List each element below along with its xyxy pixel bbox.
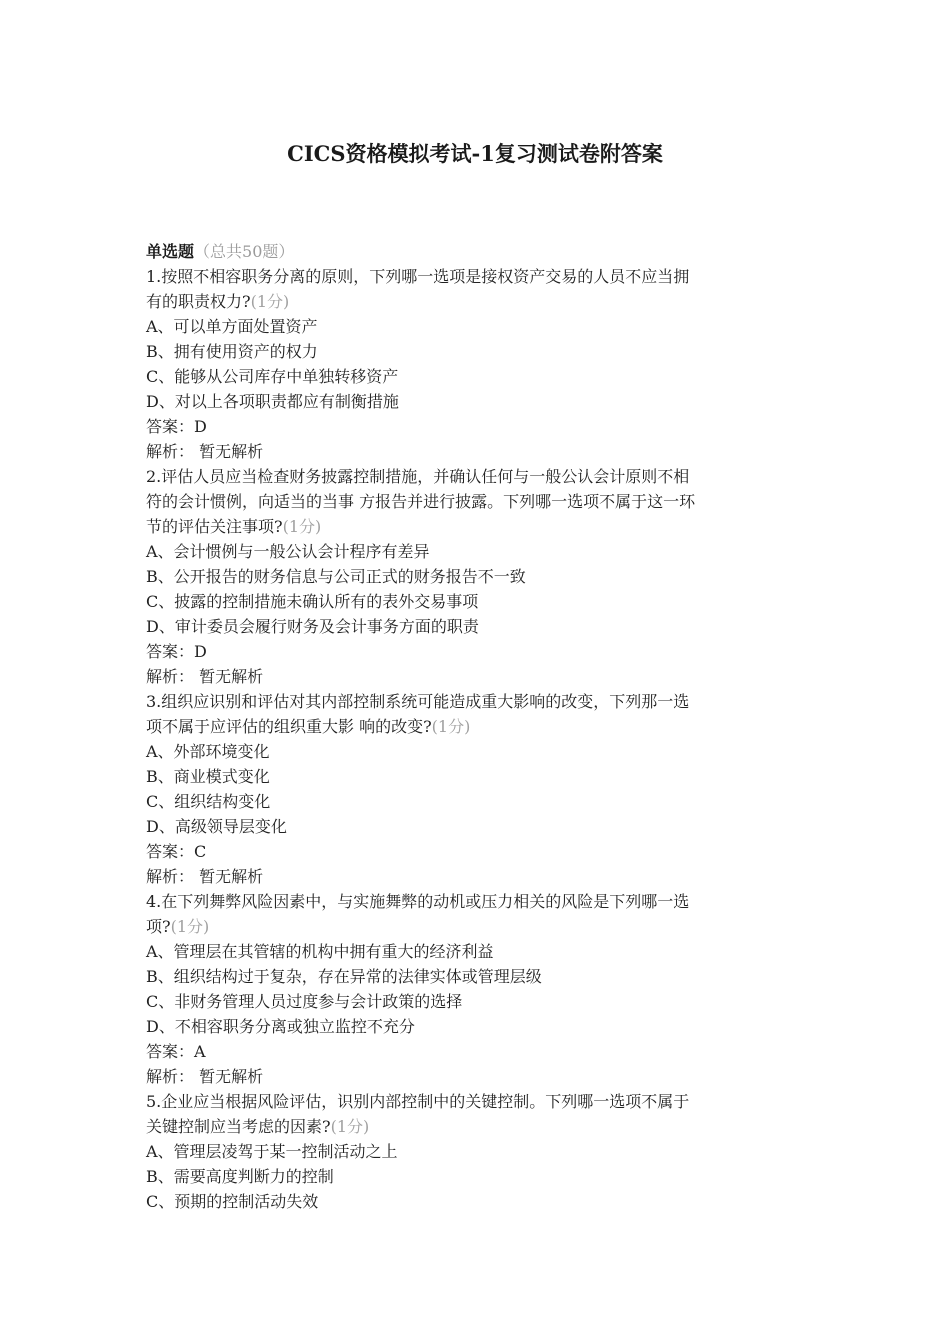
option-d: D、审计委员会履行财务及会计事务方面的职责 — [146, 617, 479, 636]
option-c: C、组织结构变化 — [146, 792, 271, 811]
question-stem-line: 4.在下列舞弊风险因素中，与实施舞弊的动机或压力相关的风险是下列哪一选 — [146, 892, 690, 911]
analysis: 解析： 暂无解析 — [146, 867, 264, 886]
question-5 — [146, 1089, 806, 1214]
analysis: 解析： 暂无解析 — [146, 667, 264, 686]
section-header — [146, 239, 806, 264]
question-1 — [146, 264, 806, 464]
question-stem-line: 5.企业应当根据风险评估，识别内部控制中的关键控制。下列哪一选项不属于 — [146, 1092, 690, 1111]
option-d: D、不相容职务分离或独立监控不充分 — [146, 1017, 415, 1036]
question-score: (1分) — [170, 917, 210, 936]
question-score: (1分) — [431, 717, 471, 736]
option-d: D、对以上各项职责都应有制衡措施 — [146, 392, 399, 411]
question-list — [146, 239, 806, 1214]
option-b: B、公开报告的财务信息与公司正式的财务报告不一致 — [146, 567, 526, 586]
question-score: (1分) — [330, 1117, 370, 1136]
option-a: A、会计惯例与一般公认会计程序有差异 — [146, 542, 430, 561]
question-stem-line: 有的职责权力?(1分) — [146, 292, 290, 311]
option-c: C、能够从公司库存中单独转移资产 — [146, 367, 399, 386]
option-c: C、非财务管理人员过度参与会计政策的选择 — [146, 992, 463, 1011]
analysis: 解析： 暂无解析 — [146, 1067, 264, 1086]
page-title: CICS资格模拟考试-1复习测试卷附答案 — [287, 141, 663, 166]
question-4 — [146, 889, 806, 1089]
question-score: (1分) — [250, 292, 290, 311]
question-stem-line: 3.组织应识别和评估对其内部控制系统可能造成重大影响的改变，下列那一选 — [146, 692, 690, 711]
option-c: C、预期的控制活动失效 — [146, 1192, 319, 1211]
option-b: B、商业模式变化 — [146, 767, 270, 786]
answer: 答案：C — [146, 842, 207, 861]
question-stem-line: 关键控制应当考虑的因素?(1分) — [146, 1117, 370, 1136]
option-b: B、组织结构过于复杂，存在异常的法律实体或管理层级 — [146, 967, 542, 986]
option-b: B、拥有使用资产的权力 — [146, 342, 318, 361]
option-a: A、外部环境变化 — [146, 742, 270, 761]
answer: 答案：D — [146, 417, 207, 436]
answer: 答案：D — [146, 642, 207, 661]
answer: 答案：A — [146, 1042, 206, 1061]
question-3 — [146, 689, 806, 889]
question-stem-line: 1.按照不相容职务分离的原则，下列哪一选项是接权资产交易的人员不应当拥 — [146, 267, 690, 286]
option-a: A、管理层在其管辖的机构中拥有重大的经济利益 — [146, 942, 494, 961]
section-label: 单选题 — [146, 242, 195, 261]
option-d: D、高级领导层变化 — [146, 817, 287, 836]
question-stem-line: 2.评估人员应当检查财务披露控制措施，并确认任何与一般公认会计原则不相 — [146, 467, 690, 486]
question-stem-line: 符的会计惯例，向适当的当事 方报告并进行披露。下列哪一选项不属于这一环 — [146, 492, 696, 511]
option-a: A、可以单方面处置资产 — [146, 317, 318, 336]
question-score: (1分) — [282, 517, 322, 536]
question-2 — [146, 464, 806, 689]
option-b: B、需要高度判断力的控制 — [146, 1167, 334, 1186]
question-stem-line: 节的评估关注事项?(1分) — [146, 517, 322, 536]
section-count: （总共50题） — [194, 242, 295, 261]
question-stem-line: 项?(1分) — [146, 917, 210, 936]
option-a: A、管理层凌驾于某一控制活动之上 — [146, 1142, 398, 1161]
option-c: C、披露的控制措施未确认所有的表外交易事项 — [146, 592, 479, 611]
question-stem-line: 项不属于应评估的组织重大影 响的改变?(1分) — [146, 717, 471, 736]
analysis: 解析： 暂无解析 — [146, 442, 264, 461]
